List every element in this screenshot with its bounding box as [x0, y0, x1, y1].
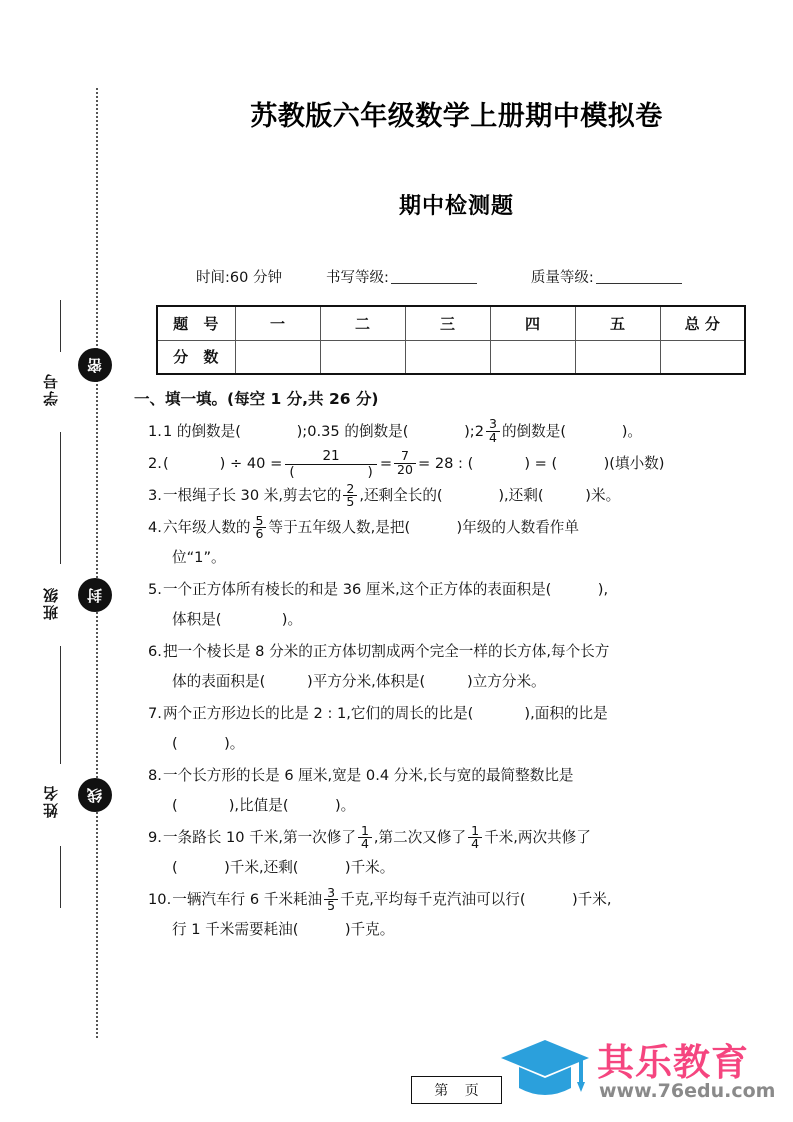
score-cell-2[interactable]: [320, 340, 405, 374]
fraction: [253, 512, 267, 542]
score-cell-3[interactable]: [405, 340, 490, 374]
seal-label-student-number: 学号: [42, 372, 60, 406]
answer-blank[interactable]: [425, 675, 467, 690]
question-text: 1 的倒数是(: [162, 422, 241, 440]
question-text: ),: [597, 581, 609, 599]
score-table-col-1: 一: [235, 306, 320, 340]
fraction-numerator: 21: [322, 448, 340, 464]
question-number: 6.: [148, 643, 162, 661]
answer-blank[interactable]: [265, 675, 307, 690]
answer-blank[interactable]: [298, 923, 344, 938]
answer-blank[interactable]: [178, 737, 224, 752]
question-text: )千克。: [344, 921, 395, 939]
fraction-denominator-blank[interactable]: ( ): [285, 464, 377, 480]
question-text: 一辆汽车行 6 千米耗油: [172, 891, 323, 909]
answer-blank[interactable]: [526, 893, 572, 908]
question-number: 8.: [148, 767, 162, 785]
fraction-numerator: 1: [471, 822, 480, 838]
answer-blank[interactable]: [289, 799, 335, 814]
question-text: );2: [464, 422, 484, 440]
answer-blank[interactable]: [566, 425, 622, 440]
writing-grade-blank[interactable]: [391, 271, 477, 284]
question-text: 体的表面积是(: [172, 673, 266, 691]
question-line: [148, 730, 789, 760]
question-line: [148, 854, 789, 884]
score-cell-1[interactable]: [235, 340, 320, 374]
fraction: [358, 822, 372, 852]
question-text: )。: [621, 422, 642, 440]
question-line: [148, 668, 789, 698]
question-number: 4.: [148, 519, 162, 537]
answer-blank[interactable]: [544, 489, 586, 504]
question-text: );0.35 的倒数是(: [296, 422, 409, 440]
seal-label-class: 班级: [42, 586, 60, 620]
seal-badge-mi: [78, 348, 112, 382]
question-text: 一根绳子长 30 米,剪去它的: [162, 487, 342, 505]
question-text: 等于五年级人数,是把(: [268, 519, 411, 537]
question-line: [148, 824, 789, 854]
question-text: 两个正方形边长的比是 2 : 1,它们的周长的比是(: [162, 705, 474, 723]
answer-blank[interactable]: [241, 425, 297, 440]
question-text: )千米,: [571, 891, 612, 909]
question-line: [148, 417, 789, 447]
graduation-cap-icon: [499, 1036, 591, 1102]
score-cell-total[interactable]: [660, 340, 745, 374]
page-subtitle: 期中检测题: [398, 194, 514, 219]
answer-blank[interactable]: [178, 799, 229, 814]
score-table-col-3: 三: [405, 306, 490, 340]
fraction: [343, 480, 357, 510]
fraction-denominator: 5: [343, 495, 357, 509]
exam-paper-body: [120, 0, 793, 1122]
question-line: [148, 576, 789, 606]
quality-grade-blank[interactable]: [596, 271, 682, 284]
question-item: [148, 514, 789, 574]
question-item: [148, 482, 789, 512]
table-row-scores: [157, 340, 745, 374]
question-line: [148, 792, 789, 822]
question-text: ) ÷ 40 =: [219, 455, 283, 473]
fraction-numerator: 2: [346, 480, 355, 496]
question-text: ),面积的比是: [524, 705, 608, 723]
question-item: [148, 700, 789, 760]
question-line: [148, 514, 789, 544]
answer-blank[interactable]: [557, 457, 603, 472]
question-item: [148, 417, 789, 447]
fraction-with-blank: [285, 449, 377, 480]
seal-rule-second: [60, 432, 61, 564]
seal-label-name: 姓名: [42, 784, 60, 818]
question-text: ,还剩全长的(: [359, 487, 443, 505]
seal-badge-xian: [78, 778, 112, 812]
answer-blank[interactable]: [473, 707, 524, 722]
question-text: )(填小数): [603, 455, 665, 473]
answer-blank[interactable]: [410, 521, 456, 536]
question-number: 5.: [148, 581, 162, 599]
question-number: 9.: [148, 829, 162, 847]
seal-badge-mi-text: 密: [86, 357, 104, 373]
question-text: )立方分米。: [466, 673, 546, 691]
writing-grade-label: 书写等级:: [325, 270, 389, 286]
answer-blank[interactable]: [473, 457, 524, 472]
fraction-denominator: 4: [468, 837, 482, 851]
question-text: 千克,平均每千克汽油可以行(: [340, 891, 526, 909]
question-text: )。: [334, 797, 356, 815]
question-text: 的倒数是(: [501, 422, 567, 440]
question-text: 位“1”。: [172, 549, 226, 567]
seal-rule-top: [60, 300, 61, 352]
question-item: [148, 762, 789, 822]
answer-blank[interactable]: [408, 425, 464, 440]
question-text: 一条路长 10 千米,第一次修了: [162, 829, 356, 847]
question-number: 3.: [148, 487, 162, 505]
question-item: [148, 886, 789, 946]
question-line: [148, 544, 789, 574]
question-text: )。: [281, 611, 303, 629]
question-text: =: [379, 455, 393, 473]
question-number: 1.: [148, 422, 162, 440]
fraction-numerator: 5: [255, 512, 264, 528]
fraction-denominator: 5: [324, 899, 338, 913]
quality-grade-field: [531, 266, 682, 287]
score-table-col-5: 五: [575, 306, 660, 340]
question-number: 2.: [148, 455, 162, 473]
score-cell-5[interactable]: [575, 340, 660, 374]
page-title: 苏教版六年级数学上册期中模拟卷: [250, 101, 663, 132]
fraction: [486, 418, 500, 444]
question-number: 10.: [148, 891, 172, 909]
question-text: 一个正方体所有棱长的和是 36 厘米,这个正方体的表面积是(: [162, 581, 552, 599]
section-one-heading: 一、填一填。(每空 1 分,共 26 分): [134, 390, 379, 408]
fraction-denominator: 4: [358, 837, 372, 851]
question-text: 千米,两次共修了: [484, 829, 591, 847]
score-table-col-2: 二: [320, 306, 405, 340]
question-text: = 28 : (: [417, 455, 474, 473]
score-table-col-4: 四: [490, 306, 575, 340]
table-row-question-numbers: [157, 306, 745, 340]
score-table: [156, 305, 746, 375]
question-item: [148, 824, 789, 884]
answer-blank[interactable]: [178, 861, 224, 876]
seal-line-column: [0, 0, 120, 1122]
score-table-row-header-question: 题 号: [157, 306, 235, 340]
question-text: (: [172, 735, 178, 753]
question-line: [148, 638, 789, 668]
question-line: [148, 916, 789, 946]
question-text: ),比值是(: [228, 797, 289, 815]
score-table-col-total: 总 分: [660, 306, 745, 340]
score-table-row-header-score: 分 数: [157, 340, 235, 374]
question-text: 六年级人数的: [162, 519, 251, 537]
question-text: )千米,还剩(: [224, 859, 299, 877]
fraction: [324, 884, 338, 914]
score-table-wrapper: [120, 305, 793, 375]
score-cell-4[interactable]: [490, 340, 575, 374]
question-text: (: [172, 797, 178, 815]
question-line: [148, 886, 789, 916]
writing-grade-field: [326, 266, 477, 287]
question-line: [148, 700, 789, 730]
fraction-numerator: 3: [327, 884, 336, 900]
fraction: [394, 450, 416, 476]
seal-badge-feng-text: 封: [86, 587, 104, 603]
question-text: )年级的人数看作单: [456, 519, 579, 537]
fraction-numerator: 1: [360, 822, 369, 838]
seal-rule-third: [60, 646, 61, 764]
question-text: 行 1 千米需要耗油(: [172, 921, 299, 939]
seal-rule-bottom: [60, 846, 61, 908]
question-line: [148, 449, 789, 480]
answer-blank[interactable]: [169, 457, 220, 472]
question-text: ) = (: [524, 455, 558, 473]
question-item: [148, 576, 789, 636]
question-number: 7.: [148, 705, 162, 723]
page-number-label: 第 页: [411, 1076, 501, 1104]
question-text: 把一个棱长是 8 分米的正方体切割成两个完全一样的长方体,每个长方: [162, 643, 610, 661]
exam-duration-label: 时间:60 分钟: [196, 270, 282, 286]
answer-blank[interactable]: [551, 583, 597, 598]
question-text: ,第二次又修了: [373, 829, 467, 847]
question-text: (: [162, 455, 169, 473]
fraction-denominator: 4: [486, 431, 500, 445]
seal-badge-feng: [78, 578, 112, 612]
watermark-brand-text: 其乐教育: [597, 1041, 749, 1084]
question-list: [120, 417, 793, 946]
question-text: )米。: [585, 487, 621, 505]
question-text: )千米。: [344, 859, 395, 877]
question-line: [148, 482, 789, 512]
question-item: [148, 449, 789, 480]
fraction-numerator: 3: [489, 416, 497, 431]
fraction-numerator: 7: [401, 448, 409, 464]
fraction-denominator: 20: [394, 463, 416, 477]
question-text: )。: [224, 735, 245, 753]
question-text: ),还剩(: [498, 487, 544, 505]
exam-info-line: [120, 266, 793, 287]
question-text: 体积是(: [172, 611, 222, 629]
fraction-denominator: 6: [253, 527, 267, 541]
answer-blank[interactable]: [443, 489, 499, 504]
question-line: [148, 762, 789, 792]
question-item: [148, 638, 789, 698]
watermark-url-text: www.76edu.com: [599, 1080, 776, 1102]
seal-badge-xian-text: 线: [86, 787, 104, 803]
answer-blank[interactable]: [221, 613, 281, 628]
seal-dotted-line: [96, 88, 98, 1038]
question-text: 一个长方形的长是 6 厘米,宽是 0.4 分米,长与宽的最简整数比是: [162, 767, 574, 785]
question-text: (: [172, 859, 178, 877]
question-line: [148, 606, 789, 636]
answer-blank[interactable]: [299, 861, 345, 876]
question-text: )平方分米,体积是(: [307, 673, 426, 691]
fraction: [468, 822, 482, 852]
watermark-logo: [493, 1028, 783, 1114]
quality-grade-label: 质量等级:: [530, 270, 594, 286]
